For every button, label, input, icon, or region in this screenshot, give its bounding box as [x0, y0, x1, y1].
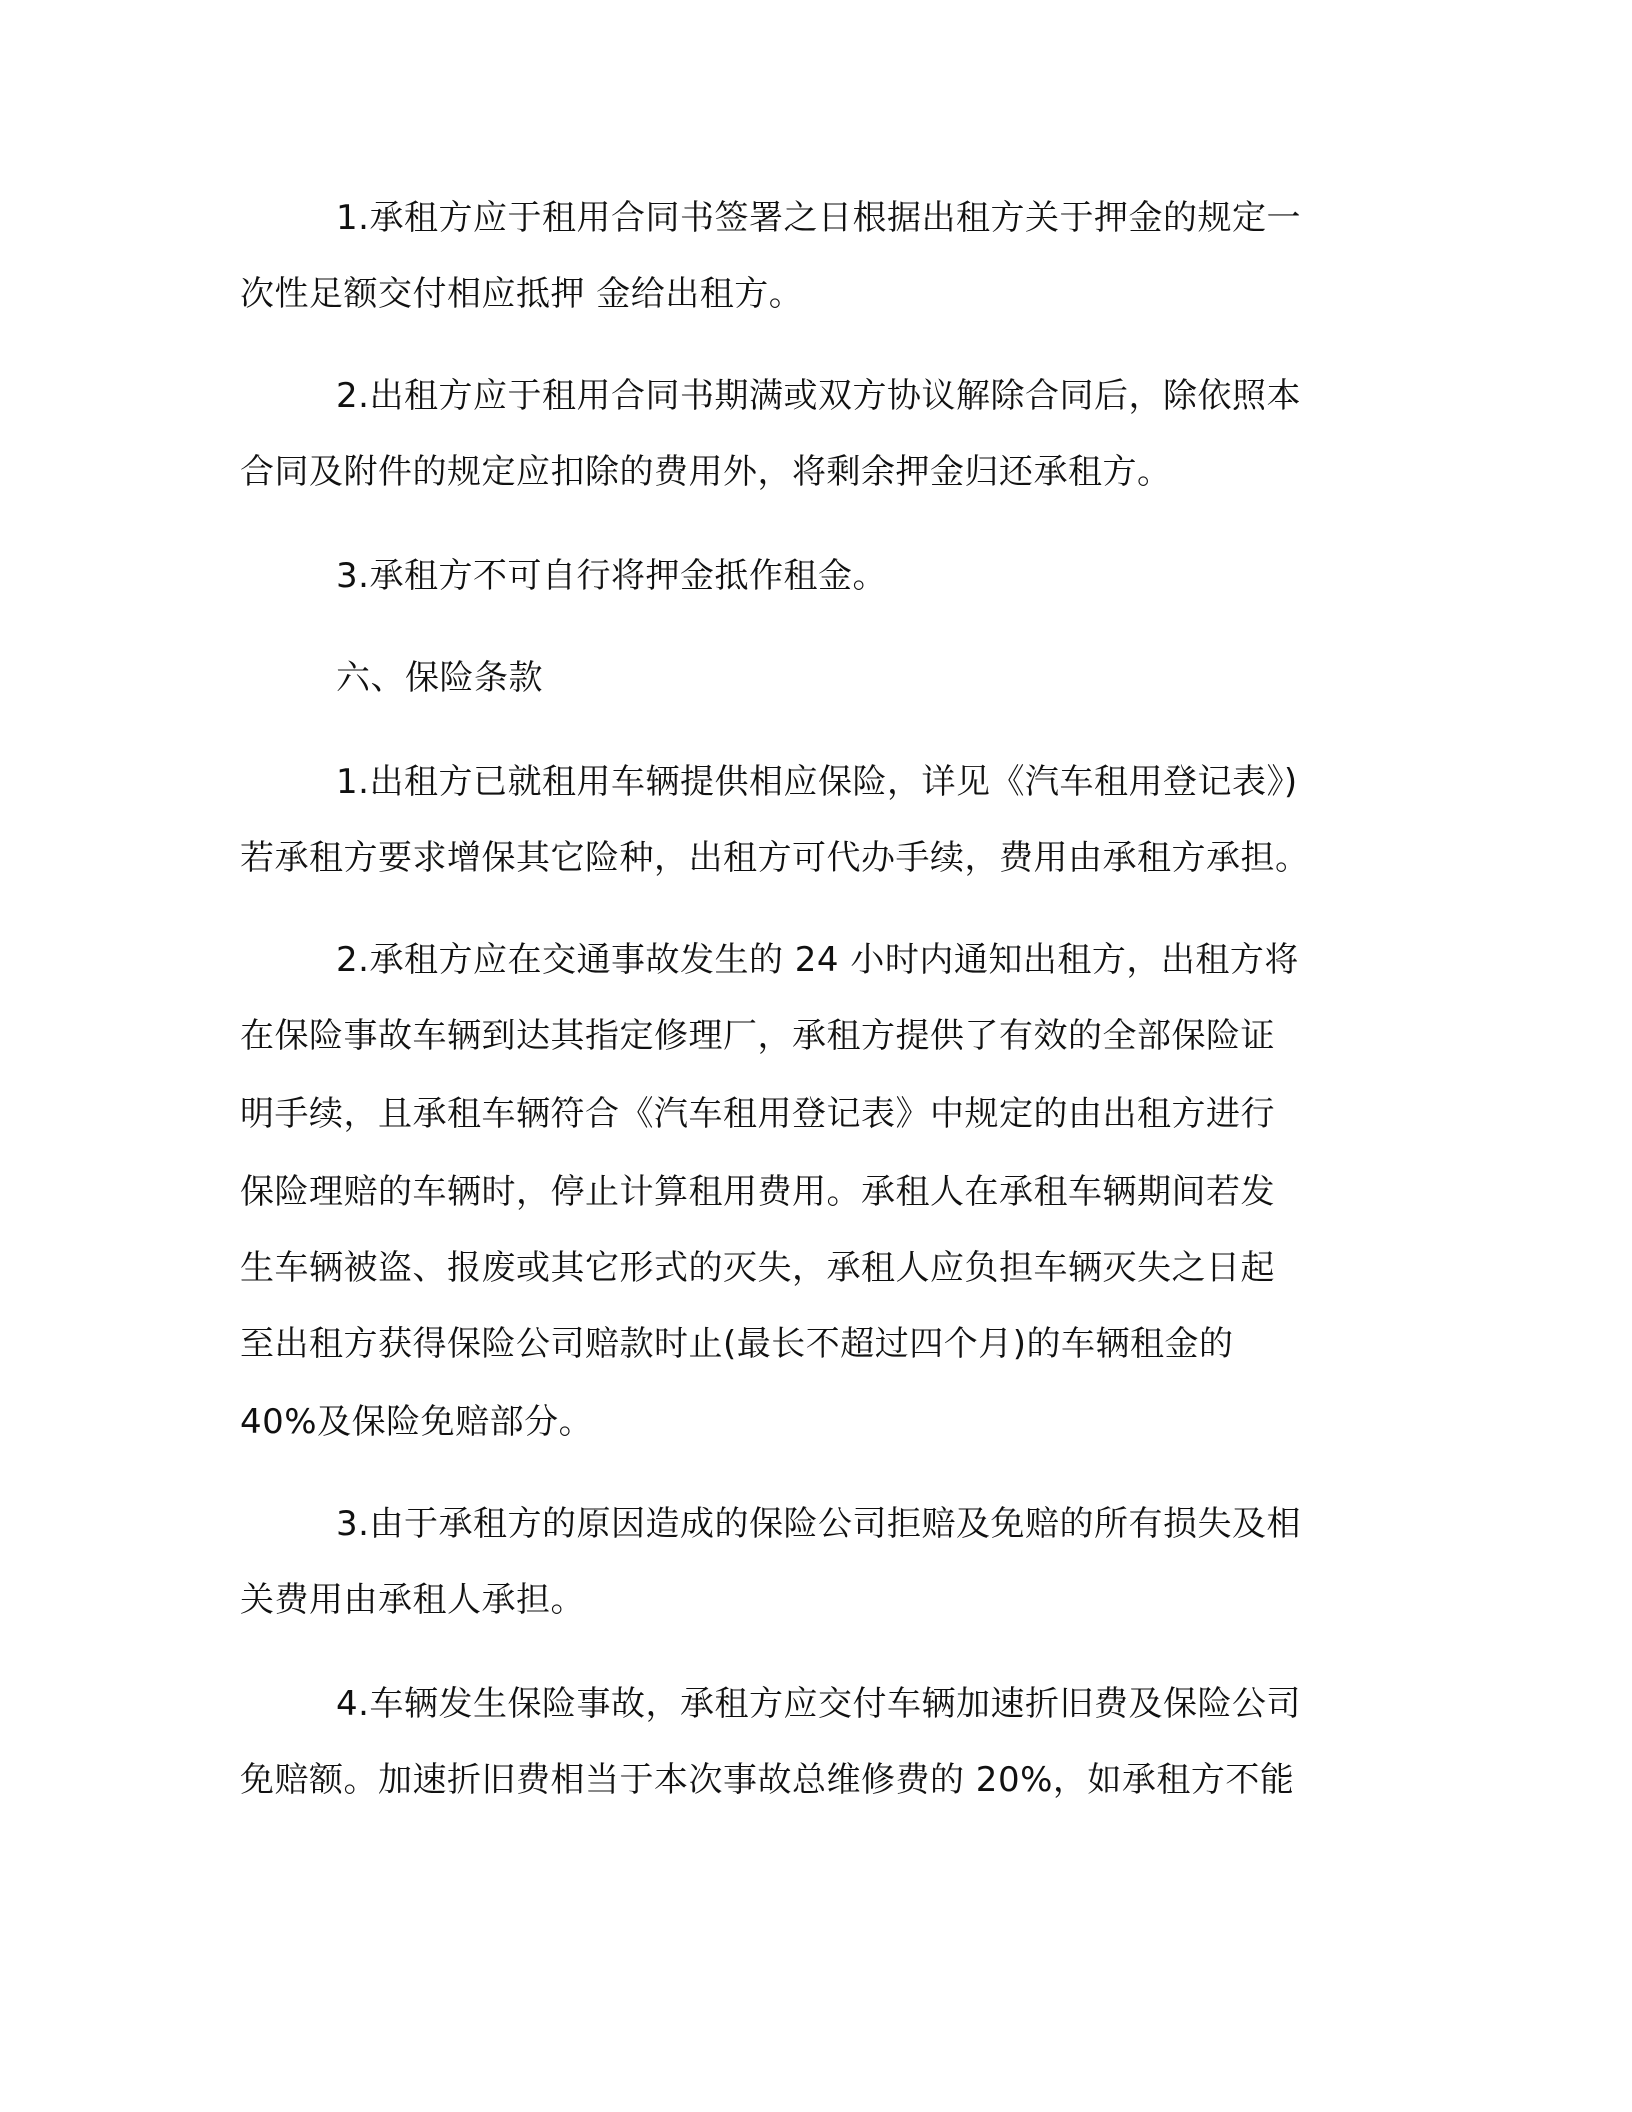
text-line: 3.由于承租方的原因造成的保险公司拒赔及免赔的所有损失及相: [336, 1504, 1301, 1544]
text-line: 明手续，且承租车辆符合《汽车租用登记表》中规定的由出租方进行: [240, 1094, 1275, 1134]
text-line: 至出租方获得保险公司赔款时止(最长不超过四个月)的车辆租金的: [240, 1324, 1234, 1364]
text-line: 3.承租方不可自行将押金抵作租金。: [336, 556, 887, 596]
text-line: 40%及保险免赔部分。: [240, 1402, 594, 1442]
section-heading: 六、保险条款: [336, 658, 543, 698]
text-line: 免赔额。加速折旧费相当于本次事故总维修费的 20%，如承租方不能: [240, 1760, 1295, 1800]
text-line: 2.承租方应在交通事故发生的 24 小时内通知出租方，出租方将: [336, 940, 1299, 980]
text-line: 1.承租方应于租用合同书签署之日根据出租方关于押金的规定一: [336, 198, 1301, 238]
text-line: 若承租方要求增保其它险种，出租方可代办手续，费用由承租方承担。: [240, 838, 1310, 878]
text-line: 生车辆被盗、报废或其它形式的灭失，承租人应负担车辆灭失之日起: [240, 1248, 1275, 1288]
text-line: 2.出租方应于租用合同书期满或双方协议解除合同后，除依照本: [336, 376, 1301, 416]
text-line: 次性足额交付相应抵押 金给出租方。: [240, 274, 804, 314]
text-line: 在保险事故车辆到达其指定修理厂，承租方提供了有效的全部保险证: [240, 1016, 1275, 1056]
text-line: 保险理赔的车辆时，停止计算租用费用。承租人在承租车辆期间若发: [240, 1172, 1275, 1212]
text-line: 1.出租方已就租用车辆提供相应保险，详见《汽车租用登记表》): [336, 762, 1298, 802]
text-line: 合同及附件的规定应扣除的费用外，将剩余押金归还承租方。: [240, 452, 1172, 492]
text-line: 4.车辆发生保险事故，承租方应交付车辆加速折旧费及保险公司: [336, 1684, 1301, 1724]
text-line: 关费用由承租人承担。: [240, 1580, 585, 1620]
